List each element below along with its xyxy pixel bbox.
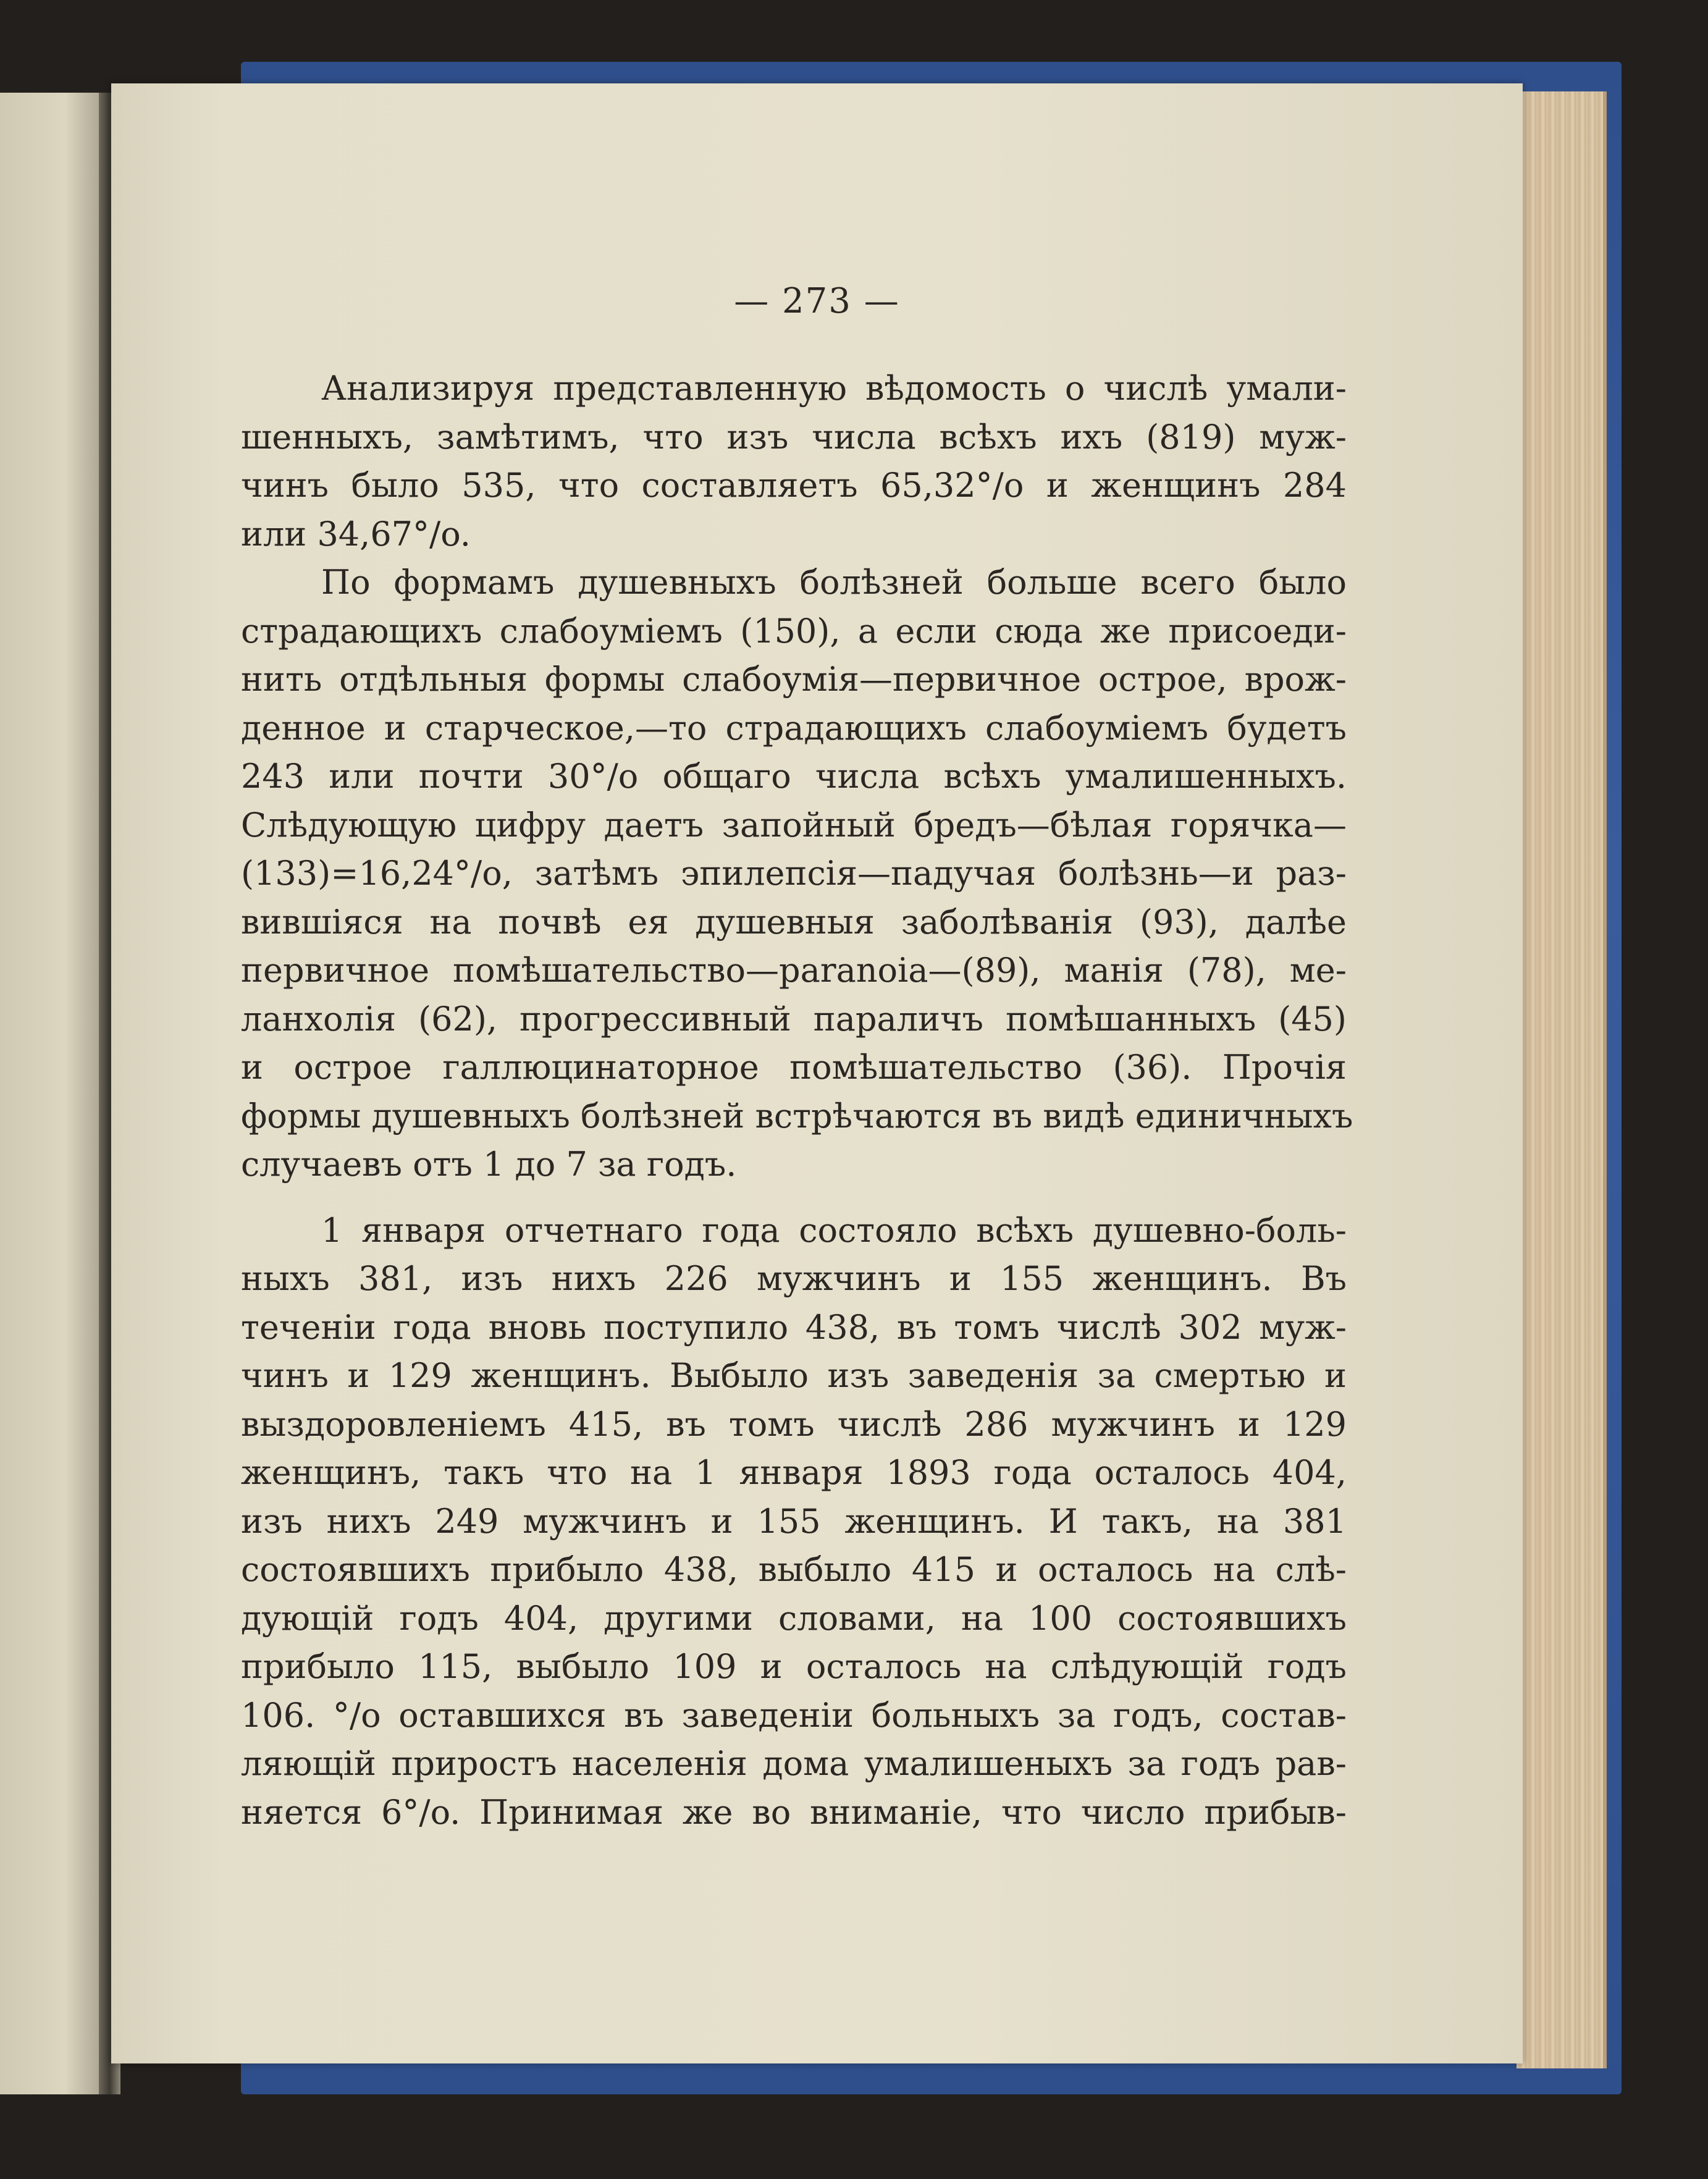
text-line: ланхолія (62), прогрессивный параличъ помѣшанныхъ (45) — [241, 999, 1347, 1039]
text-line: денное и старческое,—то страдающихъ слабоуміемъ будетъ — [241, 708, 1347, 748]
text-line: 243 или почти 30°/o общаго числа всѣхъ умалишенныхъ. — [241, 757, 1347, 796]
text-line: чинъ и 129 женщинъ. Выбыло изъ заведенія за смертью и — [241, 1356, 1347, 1395]
text-line: Анализируя представленную вѣдомость о числѣ умали- — [321, 369, 1347, 408]
text-line: нить отдѣльныя формы слабоумія—первичное острое, врож- — [241, 660, 1347, 699]
text-line: прибыло 115, выбыло 109 и осталось на слѣдующій годъ — [241, 1647, 1347, 1686]
text-line: вившіяся на почвѣ ея душевныя заболѣванія (93), далѣе — [241, 902, 1347, 942]
page-text — [241, 365, 1353, 1837]
text-line: формы душевныхъ болѣзней встрѣчаются въ видѣ единичныхъ — [241, 1096, 1353, 1136]
text-line: (133)=16,24°/o, затѣмъ эпилепсія—падучая болѣзнь—и раз- — [241, 854, 1347, 893]
text-line: женщинъ, такъ что на 1 января 1893 года осталось 404, — [241, 1453, 1347, 1492]
text-line: теченіи года вновь поступило 438, въ томъ числѣ 302 муж- — [241, 1307, 1347, 1347]
text-line: Слѣдующую цифру даетъ запойный бредъ—бѣлая горячка— — [241, 805, 1347, 845]
text-line: По формамъ душевныхъ болѣзней больше всего было — [321, 563, 1347, 602]
text-line: страдающихъ слабоуміемъ (150), а если сюда же присоеди- — [241, 611, 1347, 651]
text-line: изъ нихъ 249 мужчинъ и 155 женщинъ. И такъ, на 381 — [241, 1501, 1347, 1541]
text-line: 106. °/o оставшихся въ заведеніи больныхъ за годъ, состав- — [241, 1695, 1347, 1735]
left-page-edge — [0, 93, 108, 2094]
page-edges — [1517, 91, 1607, 2068]
text-line: и острое галлюцинаторное помѣшательство (36). Прочія — [241, 1048, 1347, 1087]
text-line: чинъ было 535, что составляетъ 65,32°/o и женщинъ 284 — [241, 466, 1347, 505]
page-number: — 273 — — [734, 281, 900, 321]
text-line: ныхъ 381, изъ нихъ 226 мужчинъ и 155 женщинъ. Въ — [241, 1259, 1347, 1298]
text-line: или 34,67°/o. — [241, 514, 471, 554]
text-line: дующій годъ 404, другими словами, на 100 состоявшихъ — [241, 1598, 1347, 1638]
text-line: состоявшихъ прибыло 438, выбыло 415 и осталось на слѣ- — [241, 1550, 1347, 1589]
text-line: 1 января отчетнаго года состояло всѣхъ душевно-боль- — [321, 1210, 1347, 1250]
paragraph-gap — [241, 1189, 1347, 1207]
text-line: случаевъ отъ 1 до 7 за годъ. — [241, 1145, 737, 1184]
text-line: выздоровленіемъ 415, въ томъ числѣ 286 мужчинъ и 129 — [241, 1404, 1347, 1444]
book-page — [111, 83, 1523, 2063]
text-line: первичное помѣшательство—paranoia—(89), манія (78), ме- — [241, 951, 1347, 990]
text-line: ляющій приростъ населенія дома умалишеныхъ за годъ рав- — [241, 1744, 1347, 1783]
text-line: шенныхъ, замѣтимъ, что изъ числа всѣхъ ихъ (819) муж- — [241, 417, 1347, 457]
text-line: няется 6°/o. Принимая же во вниманіе, что число прибыв- — [241, 1792, 1347, 1832]
